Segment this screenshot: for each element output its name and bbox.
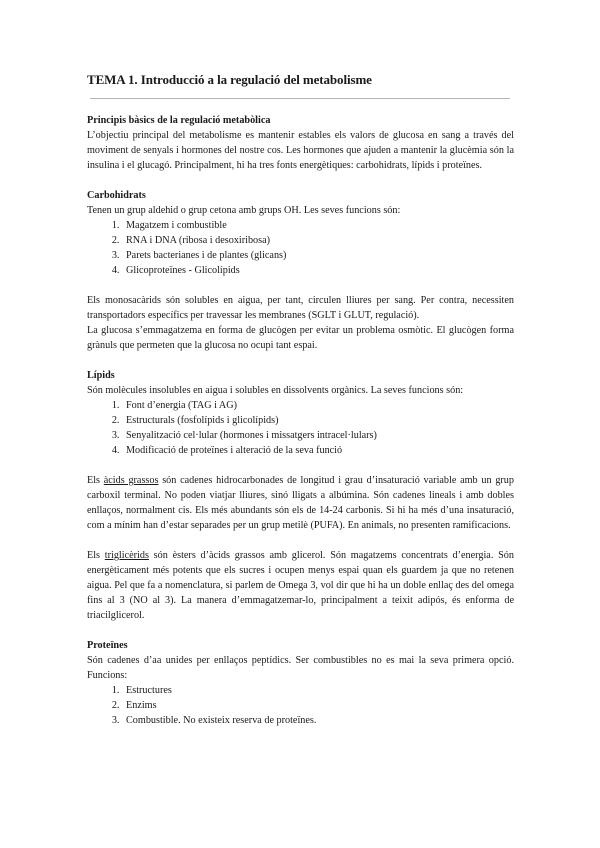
paragraph: Són cadenes d’aa unides per enllaços peptídics. Ser combustibles no es mai la seva primera opció. Funcions: (87, 655, 514, 681)
proteines-function-list (87, 683, 514, 728)
paragraph: La glucosa s’emmagatzema en forma de glucògen per evitar un problema osmòtic. El glucògen forma grànuls que permeten que la glucosa no ocupi tant espai. (87, 325, 514, 351)
paragraph: Els monosacàrids són solubles en aigua, per tant, circulen lliures per sang. Per contra, necessiten transportadors específics per travessar les membranes (SGLT i GLUT, regulació). (87, 295, 514, 321)
section-heading-carbohidrats: Carbohidrats (87, 190, 146, 201)
paragraph: L’objectiu principal del metabolisme es mantenir estables els valors de glucosa en sang a través del moviment de senyals i hormones del nostre cos. Les hormones que ajuden a mantenir la glucèmia són la insulina i el glucagó. Principalment, hi ha tres fonts energètiques: carbohidrats, lípids i proteïnes. (87, 130, 514, 171)
section-heading-proteines: Proteïnes (87, 640, 128, 651)
paragraph-trigliderids: Els triglicèrids són èsters d’àcids grassos amb glicerol. Són magatzems concentrats d’energia. Són energèticament més potents que els sucres i ocupen menys espai quan els guardem ja que no retenen aigua. Pel que fa a nomenclatura, si parlem de Omega 3, vol dir que hi ha un doble enllaç des del omega fins al 3 (NO al 3). La manera d’emmagatzemar-lo, principalment a teixit adipós, és enforma de triacilglicerol. (87, 550, 514, 621)
underlined-term: triglicèrids (104, 550, 149, 561)
list-item: 2. Enzims (122, 698, 514, 713)
list-item: 4. Modificació de proteïnes i alteració de la seva funció (122, 443, 514, 458)
carbohidrats-function-list (87, 218, 514, 278)
document-body (87, 113, 514, 728)
list-item: 1. Magatzem i combustible (122, 218, 514, 233)
document-title: TEMA 1. Introducció a la regulació del metabolisme (87, 72, 372, 87)
list-item: 4. Glicoproteïnes - Glicolípids (122, 263, 514, 278)
list-item: 2. RNA i DNA (ribosa i desoxiribosa) (122, 233, 514, 248)
paragraph: Tenen un grup aldehid o grup cetona amb grups OH. Les seves funcions són: (87, 205, 401, 216)
paragraph: Són molècules insolubles en aigua i solubles en dissolvents orgànics. La seves funcions són: (87, 385, 464, 396)
section-heading-lipids: Lípids (87, 370, 115, 381)
paragraph-acids-grassos: Els àcids grassos són cadenes hidrocarbonades de longitud i grau d’insaturació variable amb un grup carboxil terminal. No poden viatjar lliures, sinó lligats a albúmina. Són cadenes lineals i amb dobles enllaços, normalment cis. Els més abundants són els de 14-24 carbonis. Si hi ha més d’una insaturació, com a mínim han d’estar separades per un grup metilè (PUFA). En animals, no presenten ramificacions. (87, 475, 514, 531)
title-divider (90, 98, 510, 99)
list-item: 3. Senyalització cel·lular (hormones i missatgers intracel·lulars) (122, 428, 514, 443)
section-heading-principis: Principis bàsics de la regulació metabòlica (87, 115, 271, 126)
underlined-term: àcids grassos (103, 475, 159, 486)
lipids-function-list (87, 398, 514, 458)
list-item: 3. Parets bacterianes i de plantes (glicans) (122, 248, 514, 263)
list-item: 1. Estructures (122, 683, 514, 698)
list-item: 3. Combustible. No existeix reserva de proteïnes. (122, 713, 514, 728)
list-item: 1. Font d’energia (TAG i AG) (122, 398, 514, 413)
list-item: 2. Estructurals (fosfolípids i glicolípids) (122, 413, 514, 428)
